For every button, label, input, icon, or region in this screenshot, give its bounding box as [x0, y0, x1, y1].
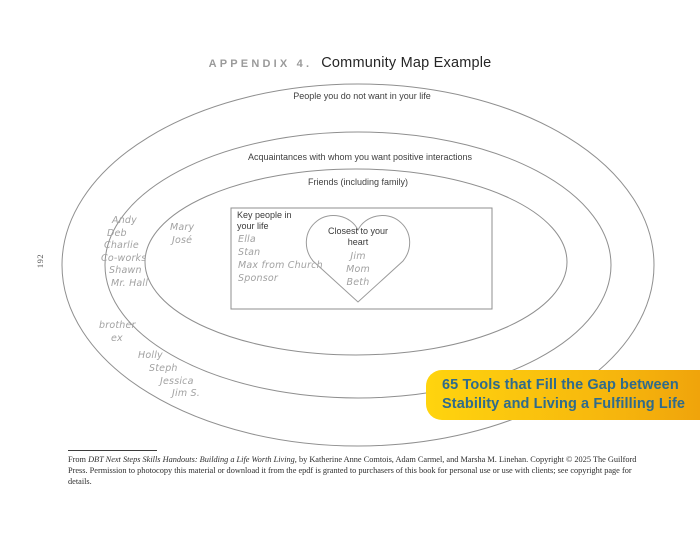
footnote-authors-copyright: , by Katherine Anne Comtois, Adam Carmel, and Marsha M. Linehan. Copyright © 2025 The Guilford Press.: [68, 455, 637, 475]
key-person-name: Ella: [238, 234, 256, 245]
acquaintance-name: Deb: [107, 228, 127, 239]
footnote-rule: [68, 450, 157, 451]
page-number: 192: [35, 253, 46, 269]
appendix-label: APPENDIX 4.: [208, 58, 313, 70]
promo-banner-line2: Stability and Living a Fulfilling Life: [442, 396, 686, 412]
key-person-name: Sponsor: [238, 273, 278, 284]
heart-title: Closest to your heart: [327, 226, 389, 247]
acquaintance-name: Jessica: [160, 376, 194, 387]
acquaintance-name: Holly: [138, 350, 163, 361]
acquaintance-name: Co-works: [101, 253, 147, 264]
footnote-prefix: From: [68, 455, 89, 464]
key-people-box-title: Key people in your life: [237, 210, 292, 231]
middle-ring-label: Acquaintances with whom you want positive interactions: [247, 152, 473, 162]
heart-name: Beth: [346, 277, 370, 288]
heart-name: Mom: [346, 264, 370, 275]
acquaintance-name: Andy: [112, 215, 137, 226]
footnote-permission: Permission to photocopy this material or download it from the epdf is granted to purchasers of this book for personal use or use with clients; see copyright page for details.: [68, 466, 632, 486]
key-person-name: Stan: [238, 247, 261, 258]
acquaintance-name: Shawn: [109, 265, 142, 276]
friend-name: José: [172, 235, 193, 246]
key-person-name: Max from Church: [238, 260, 323, 271]
copyright-footnote: [68, 454, 643, 487]
acquaintance-name: Steph: [149, 363, 178, 374]
footnote-book-title: DBT Next Steps Skills Handouts: Building a Life Worth Living: [88, 455, 295, 464]
inner-ring-label: Friends (including family): [307, 177, 409, 187]
promo-banner-line1: 65 Tools that Fill the Gap between: [442, 377, 679, 393]
acquaintance-name: Jim S.: [172, 388, 200, 399]
outer-ring-name: ex: [111, 333, 123, 344]
title-text: Community Map Example: [321, 55, 492, 71]
outer-ring-name: brother: [99, 320, 136, 331]
acquaintance-name: Charlie: [104, 240, 139, 251]
heart-name: Jim: [350, 251, 366, 262]
acquaintance-name: Mr. Hall: [111, 278, 149, 289]
friend-name: Mary: [170, 222, 195, 233]
promo-banner[interactable]: [426, 370, 700, 420]
outer-ring-label: People you do not want in your life: [293, 91, 431, 101]
